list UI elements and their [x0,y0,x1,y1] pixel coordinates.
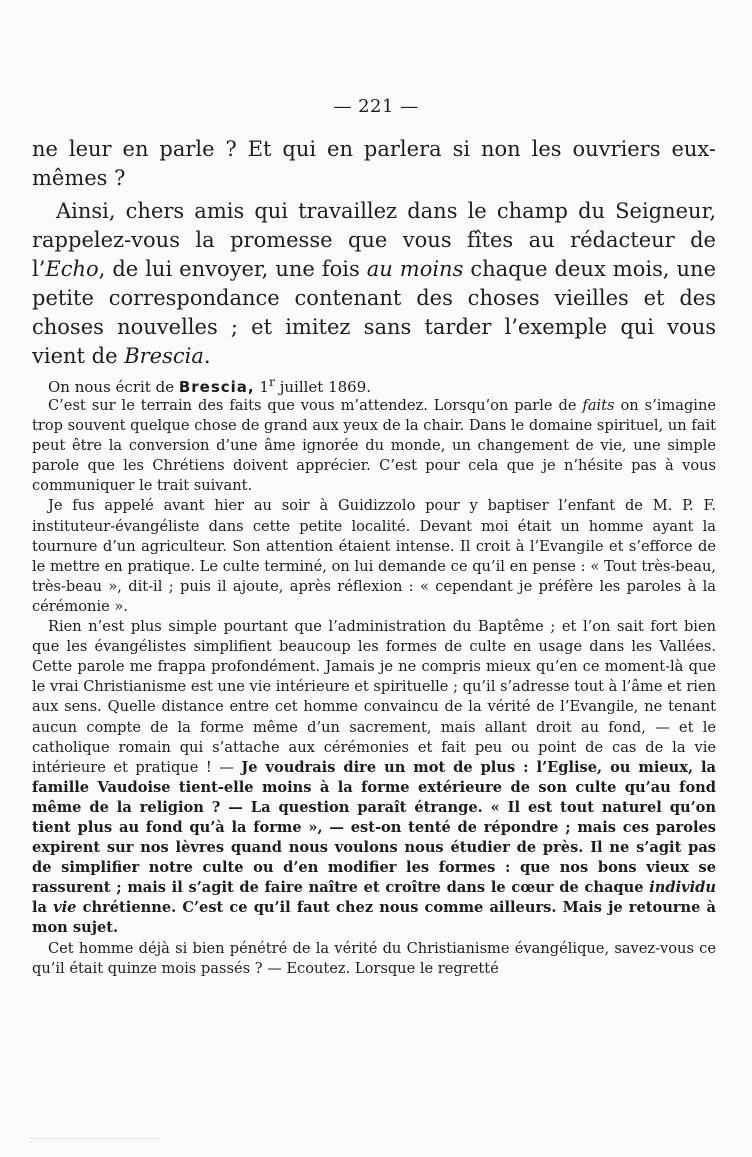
italic-brescia: Brescia [124,344,204,368]
letter-paragraph-3 [32,617,716,939]
text-run: , de lui envoyer, une fois [98,257,367,281]
text-run: C’est sur le terrain des faits que vous m’attendez. Lorsqu’on parle de [48,397,583,414]
letter-paragraph-2: Je fus appelé avant hier au soir à Guidizzolo pour y baptiser l’enfant de M. P. F. instituteur-évangéliste dans cette petite localité. Devant moi était un homme ayant la tournure d’un agriculteur. Son attention étaient intense. Il croit à l’Evangile et s’efforce de le mettre en pratique. Le culte terminé, on lui demande ce qu’il en pense : « Tout très-beau, très-beau », dit-il ; puis il ajoute, après réflexion : « cependant je préfère les paroles à la cérémonie ». [32,497,716,615]
text-run: . [203,344,211,368]
dateline-superscript: r [268,374,275,389]
italic-au-moins: au moins [366,257,464,281]
text-run: chaque deux mois, une petite correspondance contenant des choses vieilles et des choses nouvelles ; et imitez sans tarder l’exemple qui vous vient de [32,257,717,368]
editorial-text [32,135,716,371]
dateline-text: juillet 1869. [274,378,372,396]
bold-run: Je voudrais dire un mot de plus : l’Eglise, ou mieux, la famille Vaudoise tient-elle moins à la forme extérieure de son culte qu’au fond même de la religion ? — La question paraît étrange. « Il est tout naturel qu’on tient plus au fond qu’à la forme », — est-on tenté de répondre ; mais ces paroles expirent sur nos lèvres quand nous voulons nous étudier de près. Il ne s’agit pas de simplifier notre culte ou d’en modifier les formes : que nos bons vieux se rassurent ; mais il s’agit de faire naître et croître dans le cœur de chaque [32,758,716,897]
dateline-text: On nous écrit de [48,378,179,396]
text-run: on s’imagine trop souvent quelque chose de grand aux yeux de la chair. Dans le domaine spirituel, un fait peut être la conversion d’une âme ignorée du monde, un changement de vie, une simple parole que les Chrétiens doivent apprécier. C’est pour cela que je n’hésite pas à vous communiquer le trait suivant. [32,397,716,495]
letter-paragraph-1 [32,396,716,496]
bold-run: la [32,899,54,917]
editorial-paragraph-1: ne leur en parle ? Et qui en parlera si non les ouvriers eux-mêmes ? [32,137,716,190]
letter-paragraph-4: Cet homme déjà si bien pénétré de la vérité du Christianisme évangélique, savez-vous ce qu’il était quinze mois passés ? — Ecoutez. Lorsque le regretté [32,939,716,977]
italic-individu: individu [649,879,716,897]
text-run: Ainsi, chers amis qui travaillez dans le champ du Seigneur, rappelez-vous la promesse que vous fîtes au rédacteur de l’ [32,199,716,281]
letter-dateline [48,372,716,397]
editorial-paragraph-2 [32,197,716,371]
dateline-text: 1 [254,378,269,396]
dateline-place: Brescia, [178,378,255,396]
italic-faits: faits [582,397,615,414]
text-run: Rien n’est plus simple pourtant que l’administration du Baptême ; et l’on sait fort bien que les évangélistes simplifient beaucoup les formes de culte en usage dans les Vallées. Cette parole me frappa profondément. Jamais je ne compris mieux qu’en ce moment-là que le vrai Christianisme est une vie intérieure et spirituelle ; qu’il s’adresse tout à l’âme et rien aux sens. Quelle distance entre cet homme convaincu de la vérité de l’Evangile, ne tenant aucun compte de la forme même d’un sacrement, mais allant droit au fond, — et le catholique romain qui s’attache aux cérémonies et fait peu ou point de cas de la vie intérieure et pratique ! — [32,618,716,776]
italic-vie: vie [53,899,77,917]
scan-smudge [30,1132,160,1139]
letter-text [32,396,716,979]
italic-echo: Echo [45,257,99,281]
bold-run: chrétienne. C’est ce qu’il faut chez nous comme ailleurs. Mais je retourne à mon sujet. [32,899,716,937]
page-number: — 221 — [333,96,419,117]
